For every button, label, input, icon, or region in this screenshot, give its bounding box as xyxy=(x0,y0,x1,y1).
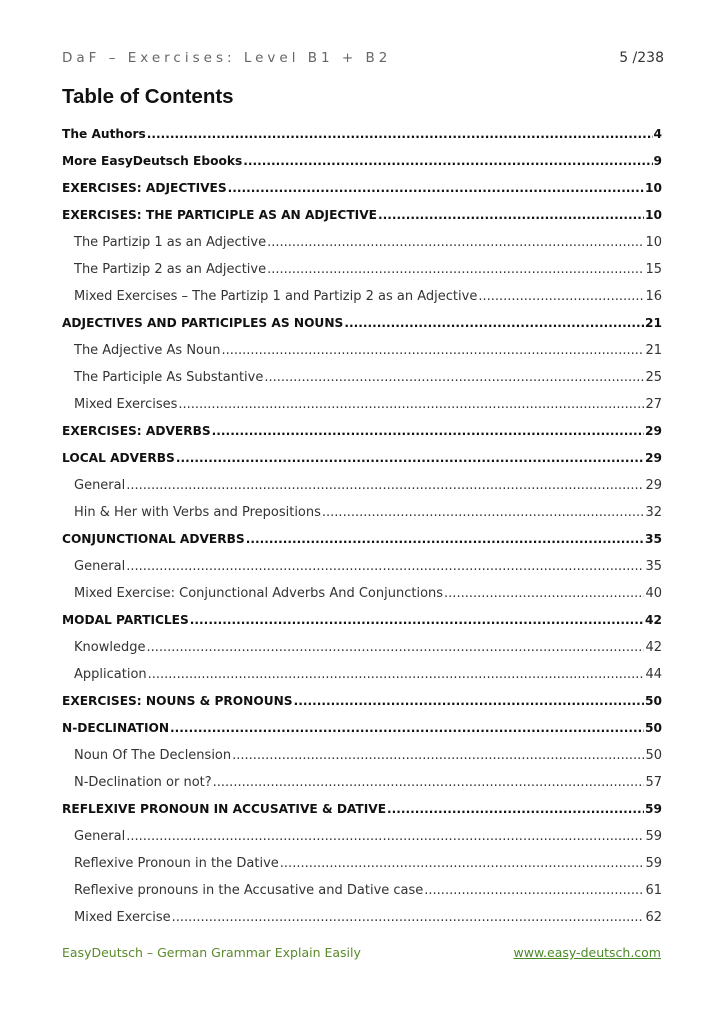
toc-dot-leader xyxy=(190,607,644,634)
toc-entry-page: 10 xyxy=(645,181,662,195)
toc-entry-title: Reflexive Pronoun in the Dative xyxy=(74,856,279,871)
toc-entry-title: ADJECTIVES AND PARTICIPLES AS NOUNS xyxy=(62,316,344,330)
toc-entry[interactable] xyxy=(62,634,662,661)
toc-entry-title: Reflexive pronouns in the Accusative and Dative case xyxy=(74,883,424,898)
toc-entry[interactable] xyxy=(62,904,662,931)
toc-dot-leader xyxy=(264,364,644,391)
toc-entry[interactable] xyxy=(62,499,662,526)
toc-entry-title: Application xyxy=(74,667,147,682)
toc-dot-leader xyxy=(126,553,644,580)
toc-dot-leader xyxy=(267,256,644,283)
toc-entry[interactable] xyxy=(62,715,662,742)
toc-entry-title: Mixed Exercise xyxy=(74,910,171,925)
toc-entry-title: Knowledge xyxy=(74,640,146,655)
toc-entry-title: General xyxy=(74,478,126,493)
toc-dot-leader xyxy=(246,526,644,553)
toc-entry-page: 35 xyxy=(645,559,662,574)
toc-dot-leader xyxy=(146,634,644,661)
toc-entry-page: 21 xyxy=(645,343,662,358)
toc-entry-title: EXERCISES: ADJECTIVES xyxy=(62,181,227,195)
toc-entry-page: 62 xyxy=(645,910,662,925)
toc-dot-leader xyxy=(387,796,644,823)
toc-entry[interactable] xyxy=(62,175,662,202)
toc-entry-title: CONJUNCTIONAL ADVERBS xyxy=(62,532,245,546)
toc-entry-page: 50 xyxy=(645,694,662,708)
toc-dot-leader xyxy=(444,580,644,607)
toc-dot-leader xyxy=(221,337,644,364)
toc-entry-title: Mixed Exercises – The Partizip 1 and Partizip 2 as an Adjective xyxy=(74,289,478,304)
toc-entry[interactable] xyxy=(62,148,662,175)
toc-entry-page: 29 xyxy=(645,478,662,493)
toc-entry-page: 9 xyxy=(653,154,662,168)
toc-entry-page: 15 xyxy=(645,262,662,277)
toc-heading: Table of Contents xyxy=(62,85,234,108)
toc-entry-page: 29 xyxy=(645,451,662,465)
toc-entry[interactable] xyxy=(62,337,662,364)
toc-entry-page: 10 xyxy=(645,235,662,250)
toc-entry-page: 10 xyxy=(645,208,662,222)
toc-entry-title: More EasyDeutsch Ebooks xyxy=(62,154,243,168)
toc-entry-page: 16 xyxy=(645,289,662,304)
toc-entry-page: 50 xyxy=(645,748,662,763)
toc-entry[interactable] xyxy=(62,607,662,634)
toc-entry-page: 35 xyxy=(645,532,662,546)
toc-entry[interactable] xyxy=(62,742,662,769)
toc-entry[interactable] xyxy=(62,310,662,337)
toc-entry-title: General xyxy=(74,559,126,574)
toc-entry[interactable] xyxy=(62,553,662,580)
toc-entry-title: The Partizip 1 as an Adjective xyxy=(74,235,267,250)
toc-entry[interactable] xyxy=(62,121,662,148)
page-number: 5 /238 xyxy=(619,50,664,66)
toc-entry-title: EXERCISES: NOUNS & PRONOUNS xyxy=(62,694,293,708)
toc-entry[interactable] xyxy=(62,661,662,688)
toc-dot-leader xyxy=(267,229,644,256)
toc-entry[interactable] xyxy=(62,202,662,229)
toc-entry-page: 42 xyxy=(645,640,662,655)
toc-entry-title: Mixed Exercise: Conjunctional Adverbs And Conjunctions xyxy=(74,586,444,601)
toc-dot-leader xyxy=(478,283,644,310)
toc-entry-page: 50 xyxy=(645,721,662,735)
toc-entry-title: EXERCISES: THE PARTICIPLE AS AN ADJECTIVE xyxy=(62,208,377,222)
toc-entry[interactable] xyxy=(62,850,662,877)
toc-entry-title: MODAL PARTICLES xyxy=(62,613,189,627)
toc-entry[interactable] xyxy=(62,688,662,715)
toc-entry-title: Mixed Exercises xyxy=(74,397,178,412)
page-footer xyxy=(62,945,661,965)
toc-entry-page: 27 xyxy=(645,397,662,412)
toc-dot-leader xyxy=(212,418,644,445)
table-of-contents xyxy=(62,121,662,931)
toc-dot-leader xyxy=(170,715,644,742)
toc-entry-page: 42 xyxy=(645,613,662,627)
toc-entry[interactable] xyxy=(62,580,662,607)
toc-entry[interactable] xyxy=(62,364,662,391)
toc-entry-title: LOCAL ADVERBS xyxy=(62,451,175,465)
toc-entry[interactable] xyxy=(62,472,662,499)
toc-entry-title: Hin & Her with Verbs and Prepositions xyxy=(74,505,321,520)
toc-entry-page: 21 xyxy=(645,316,662,330)
toc-entry-title: N-DECLINATION xyxy=(62,721,170,735)
toc-entry-page: 59 xyxy=(645,802,662,816)
toc-dot-leader xyxy=(344,310,644,337)
toc-entry[interactable] xyxy=(62,796,662,823)
toc-entry-page: 59 xyxy=(645,856,662,871)
toc-entry-page: 32 xyxy=(645,505,662,520)
toc-entry-title: REFLEXIVE PRONOUN IN ACCUSATIVE & DATIVE xyxy=(62,802,387,816)
toc-entry-page: 25 xyxy=(645,370,662,385)
toc-dot-leader xyxy=(147,121,653,148)
toc-entry[interactable] xyxy=(62,877,662,904)
toc-entry-title: The Participle As Substantive xyxy=(74,370,264,385)
toc-entry-title: The Adjective As Noun xyxy=(74,343,221,358)
document-title: DaF – Exercises: Level B1 + B2 xyxy=(62,50,392,66)
toc-entry[interactable] xyxy=(62,283,662,310)
toc-entry-title: EXERCISES: ADVERBS xyxy=(62,424,211,438)
toc-dot-leader xyxy=(322,499,645,526)
toc-entry-page: 61 xyxy=(645,883,662,898)
toc-entry-page: 4 xyxy=(653,127,662,141)
toc-entry-title: N-Declination or not? xyxy=(74,775,212,790)
toc-entry[interactable] xyxy=(62,445,662,472)
toc-entry[interactable] xyxy=(62,391,662,418)
toc-entry-title: The Partizip 2 as an Adjective xyxy=(74,262,267,277)
toc-entry[interactable] xyxy=(62,256,662,283)
toc-dot-leader xyxy=(126,823,644,850)
toc-entry-page: 29 xyxy=(645,424,662,438)
toc-entry[interactable] xyxy=(62,418,662,445)
footer-tagline: EasyDeutsch – German Grammar Explain Easily xyxy=(62,945,361,960)
toc-entry[interactable] xyxy=(62,823,662,850)
toc-dot-leader xyxy=(126,472,644,499)
toc-dot-leader xyxy=(228,175,644,202)
toc-dot-leader xyxy=(176,445,644,472)
toc-dot-leader xyxy=(378,202,644,229)
toc-dot-leader xyxy=(294,688,644,715)
toc-dot-leader xyxy=(213,769,645,796)
toc-entry[interactable] xyxy=(62,526,662,553)
toc-entry-page: 59 xyxy=(645,829,662,844)
toc-dot-leader xyxy=(243,148,652,175)
toc-dot-leader xyxy=(232,742,644,769)
toc-dot-leader xyxy=(148,661,645,688)
toc-dot-leader xyxy=(172,904,645,931)
toc-entry-title: The Authors xyxy=(62,127,146,141)
page-header xyxy=(62,48,664,72)
toc-dot-leader xyxy=(280,850,645,877)
website-link[interactable]: www.easy-deutsch.com xyxy=(513,945,661,960)
toc-entry[interactable] xyxy=(62,769,662,796)
toc-entry-page: 44 xyxy=(645,667,662,682)
toc-entry-page: 40 xyxy=(645,586,662,601)
toc-dot-leader xyxy=(178,391,644,418)
toc-entry-page: 57 xyxy=(645,775,662,790)
toc-entry[interactable] xyxy=(62,229,662,256)
toc-entry-title: General xyxy=(74,829,126,844)
toc-entry-title: Noun Of The Declension xyxy=(74,748,232,763)
toc-dot-leader xyxy=(424,877,644,904)
